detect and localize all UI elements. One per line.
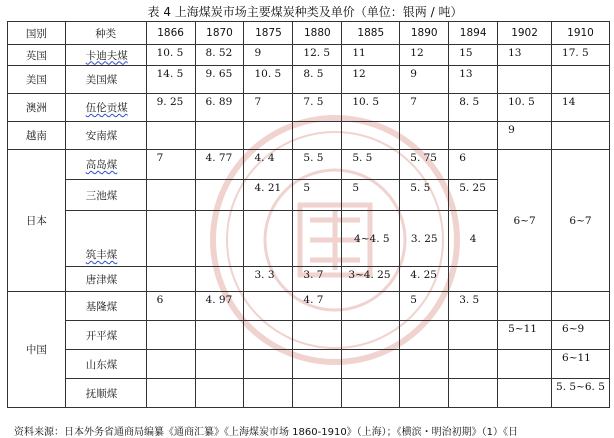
header-cell: 1875 [244, 22, 293, 45]
price-cell [195, 211, 244, 267]
header-cell: 1910 [552, 22, 610, 45]
header-cell: 1902 [498, 22, 552, 45]
price-cell: 6. 89 [195, 94, 244, 122]
price-cell: 12 [342, 66, 400, 94]
price-cell: 4. 7 [293, 292, 342, 321]
price-cell: 14 [552, 94, 610, 122]
price-cell [146, 379, 195, 408]
price-cell [146, 180, 195, 211]
header-cell: 1894 [449, 22, 498, 45]
header-cell: 种类 [65, 22, 146, 45]
header-cell: 1870 [195, 22, 244, 45]
price-cell: 8. 5 [449, 94, 498, 122]
price-cell [244, 292, 293, 321]
price-cell: 10. 5 [244, 66, 293, 94]
price-cell: 17. 5 [552, 45, 610, 66]
price-cell: 12 [400, 45, 449, 66]
coal-type-cell [65, 321, 146, 350]
price-cell: 6~9 [552, 321, 610, 350]
price-cell [498, 350, 552, 379]
price-cell: 11 [342, 45, 400, 66]
price-cell [293, 122, 342, 150]
coal-type-cell [65, 292, 146, 321]
price-cell [195, 122, 244, 150]
coal-type-cell [65, 350, 146, 379]
coal-name: 高岛煤 [85, 159, 118, 171]
coal-type-cell [65, 267, 146, 292]
price-cell [342, 292, 400, 321]
header-cell: 1885 [342, 22, 400, 45]
country-cell: 澳洲 [8, 94, 66, 122]
price-cell [195, 180, 244, 211]
coal-name: 抚顺煤 [85, 387, 118, 400]
price-cell: 8. 52 [195, 45, 244, 66]
header-cell: 1880 [293, 22, 342, 45]
price-cell [498, 292, 552, 321]
coal-type-cell [65, 45, 146, 66]
price-cell: 3. 7 [293, 267, 342, 292]
price-cell [449, 321, 498, 350]
coal-type-cell [65, 150, 146, 180]
coal-name: 开平煤 [85, 329, 118, 342]
price-cell: 4. 4 [244, 150, 293, 180]
price-cell: 5 [342, 180, 400, 211]
price-cell: 10. 5 [342, 94, 400, 122]
price-cell [342, 321, 400, 350]
coal-type-cell [65, 94, 146, 122]
price-cell [552, 292, 610, 321]
price-cell [244, 122, 293, 150]
price-cell [449, 379, 498, 408]
price-cell: 7 [400, 94, 449, 122]
price-cell [244, 321, 293, 350]
price-cell: 5. 25 [449, 180, 498, 211]
price-cell: 3~4. 25 [342, 267, 400, 292]
price-cell: 9. 65 [195, 66, 244, 94]
table-row [8, 321, 610, 350]
price-cell [400, 321, 449, 350]
coal-type-cell [65, 211, 146, 267]
price-cell: 9 [498, 122, 552, 150]
price-cell: 6 [449, 150, 498, 180]
price-cell: 5. 5 [293, 150, 342, 180]
price-cell [146, 211, 195, 267]
coal-name: 美国煤 [85, 74, 118, 86]
table-row [8, 379, 610, 408]
coal-name: 基隆煤 [85, 300, 118, 313]
table-row [8, 45, 610, 66]
price-cell: 5. 75 [400, 150, 449, 180]
header-cell: 1890 [400, 22, 449, 45]
price-cell: 12. 5 [293, 45, 342, 66]
price-cell: 3. 25 [400, 211, 449, 267]
price-cell: 5~11 [498, 321, 552, 350]
price-cell: 5 [293, 180, 342, 211]
price-cell: 4~4. 5 [342, 211, 400, 267]
price-cell [293, 379, 342, 408]
price-cell: 15 [449, 45, 498, 66]
table-row [8, 66, 610, 94]
header-cell: 1866 [146, 22, 195, 45]
table-row [8, 292, 610, 321]
price-cell [244, 379, 293, 408]
coal-name: 三池煤 [85, 189, 118, 202]
price-cell: 6~11 [552, 350, 610, 379]
price-cell: 4. 97 [195, 292, 244, 321]
coal-type-cell [65, 379, 146, 408]
price-cell: 6 [146, 292, 195, 321]
price-cell: 5 [400, 292, 449, 321]
price-cell [146, 350, 195, 379]
header-row [8, 22, 610, 45]
source-note: 资料来源：日本外务省通商局编纂《通商汇纂》《上海煤炭市场 1860-1910》（上海）；《横滨・明治初期》（1）《日 [14, 427, 519, 438]
price-cell [146, 321, 195, 350]
price-cell: 7 [146, 150, 195, 180]
table-row [8, 350, 610, 379]
price-cell [293, 321, 342, 350]
price-cell [342, 379, 400, 408]
price-cell [293, 350, 342, 379]
header-cell: 国别 [8, 22, 66, 45]
table-row [8, 122, 610, 150]
coal-name: 山东煤 [85, 358, 118, 371]
price-cell: 7 [244, 94, 293, 122]
coal-name: 唐津煤 [85, 273, 118, 286]
price-cell [498, 66, 552, 94]
price-cell [195, 267, 244, 292]
price-cell [293, 211, 342, 267]
price-cell [146, 267, 195, 292]
price-cell [498, 379, 552, 408]
country-cell: 美国 [8, 66, 66, 94]
price-cell [449, 267, 498, 292]
price-cell [552, 66, 610, 94]
country-cell: 越南 [8, 122, 66, 150]
price-cell [400, 379, 449, 408]
price-cell [195, 379, 244, 408]
coal-price-table [7, 21, 610, 408]
coal-name: 伍伦贡煤 [85, 102, 128, 114]
price-cell-merged: 6~7 [552, 150, 610, 292]
price-cell [146, 122, 195, 150]
country-cell: 中国 [8, 292, 66, 408]
price-cell: 4. 21 [244, 180, 293, 211]
price-cell: 10. 5 [498, 94, 552, 122]
price-cell [400, 122, 449, 150]
price-cell [449, 350, 498, 379]
price-cell [449, 122, 498, 150]
coal-type-cell [65, 180, 146, 211]
price-cell: 9 [400, 66, 449, 94]
price-cell: 5. 5~6. 5 [552, 379, 610, 408]
price-cell: 13 [498, 45, 552, 66]
country-cell: 日本 [8, 150, 66, 292]
price-cell: 13 [449, 66, 498, 94]
price-cell: 8. 5 [293, 66, 342, 94]
price-cell [195, 350, 244, 379]
price-cell: 3. 5 [449, 292, 498, 321]
price-cell: 5. 5 [342, 150, 400, 180]
price-cell [400, 350, 449, 379]
price-cell [244, 211, 293, 267]
coal-name: 安南煤 [85, 130, 118, 142]
price-cell: 4 [449, 211, 498, 267]
price-cell: 4. 77 [195, 150, 244, 180]
price-cell: 4. 25 [400, 267, 449, 292]
price-cell: 9. 25 [146, 94, 195, 122]
price-cell: 10. 5 [146, 45, 195, 66]
price-cell [244, 350, 293, 379]
table-row [8, 150, 610, 180]
price-cell-merged: 6~7 [498, 150, 552, 292]
coal-name: 筑丰煤 [85, 249, 118, 261]
coal-type-cell [65, 122, 146, 150]
price-cell: 9 [244, 45, 293, 66]
price-cell [342, 350, 400, 379]
coal-name: 卡迪夫煤 [85, 49, 128, 62]
price-cell [195, 321, 244, 350]
price-cell: 7. 5 [293, 94, 342, 122]
price-cell: 3. 3 [244, 267, 293, 292]
price-cell: 14. 5 [146, 66, 195, 94]
price-cell [342, 122, 400, 150]
table-title: 表 4 上海煤炭市场主要煤炭种类及单价（单位：银两 / 吨） [147, 5, 463, 19]
price-cell [552, 122, 610, 150]
price-cell: 5. 5 [400, 180, 449, 211]
coal-type-cell [65, 66, 146, 94]
table-row [8, 94, 610, 122]
country-cell: 英国 [8, 45, 66, 66]
